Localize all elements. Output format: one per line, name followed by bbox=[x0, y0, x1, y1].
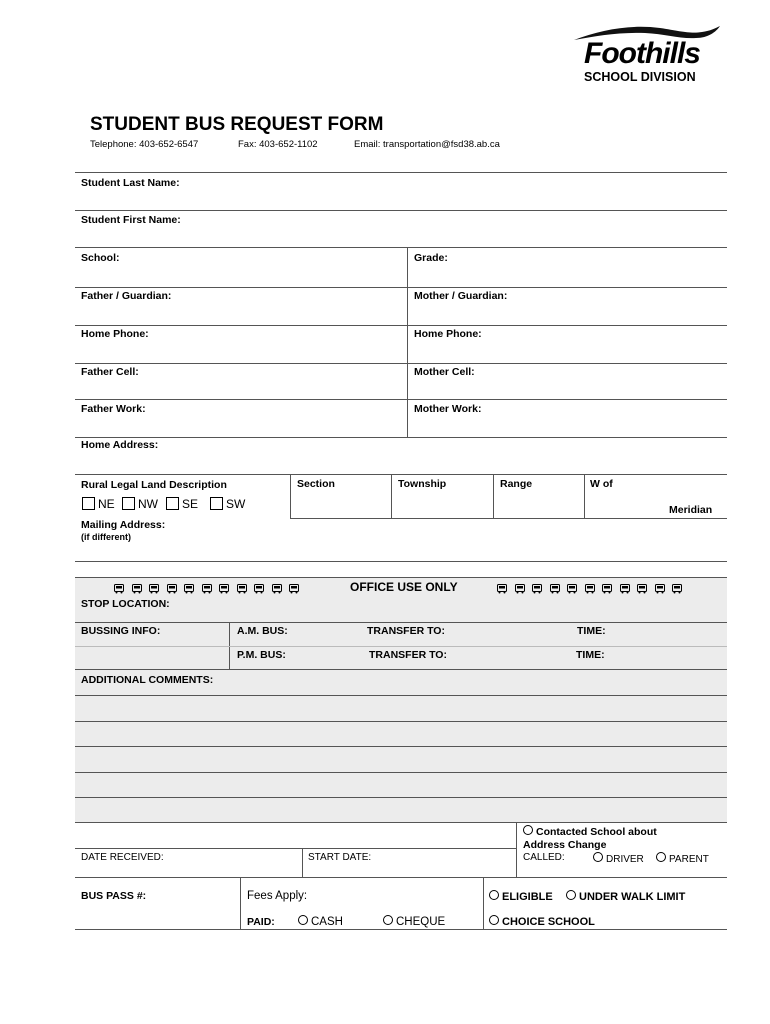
radio-under-walk-limit[interactable] bbox=[566, 890, 576, 900]
form-title: STUDENT BUS REQUEST FORM bbox=[90, 114, 384, 135]
called-driver-option[interactable]: DRIVER bbox=[593, 852, 644, 865]
bus-icon bbox=[114, 584, 124, 594]
range-field[interactable]: Range bbox=[500, 478, 533, 490]
home-address-field[interactable]: Home Address: bbox=[81, 439, 159, 451]
mailing-address-note: (if different) bbox=[81, 532, 131, 542]
section-field[interactable]: Section bbox=[297, 478, 335, 490]
home-phone-right-field[interactable]: Home Phone: bbox=[414, 328, 482, 340]
office-use-panel bbox=[75, 577, 727, 823]
bus-icon bbox=[272, 584, 282, 594]
student-first-name-field[interactable]: Student First Name: bbox=[81, 214, 181, 226]
paid-label: PAID: bbox=[247, 916, 275, 928]
quadrant-se[interactable]: SE bbox=[166, 497, 198, 511]
bus-icon bbox=[672, 584, 682, 594]
wof-field[interactable]: W of bbox=[590, 478, 613, 490]
called-label: CALLED: bbox=[523, 852, 565, 863]
pm-bus-field[interactable]: P.M. BUS: bbox=[237, 649, 286, 661]
bus-icons-right bbox=[497, 580, 690, 598]
bus-icon bbox=[149, 584, 159, 594]
bus-icons-left bbox=[114, 580, 307, 598]
radio-parent[interactable] bbox=[656, 852, 666, 862]
stop-location-field[interactable]: STOP LOCATION: bbox=[81, 598, 170, 610]
bus-icon bbox=[184, 584, 194, 594]
township-field[interactable]: Township bbox=[398, 478, 447, 490]
under-walk-limit-option[interactable]: UNDER WALK LIMIT bbox=[566, 890, 685, 903]
radio-cash[interactable] bbox=[298, 915, 308, 925]
eligible-option[interactable]: ELIGIBLE bbox=[489, 890, 553, 903]
bus-icon bbox=[219, 584, 229, 594]
radio-contacted-school[interactable] bbox=[523, 825, 533, 835]
time-am-field[interactable]: TIME: bbox=[577, 625, 606, 637]
bus-icon bbox=[637, 584, 647, 594]
home-phone-left-field[interactable]: Home Phone: bbox=[81, 328, 149, 340]
school-field[interactable]: School: bbox=[81, 252, 120, 264]
logo-subtitle: SCHOOL DIVISION bbox=[584, 70, 696, 84]
quadrant-sw[interactable]: SW bbox=[210, 497, 245, 511]
bus-icon bbox=[167, 584, 177, 594]
fees-apply-field[interactable]: Fees Apply: bbox=[247, 890, 308, 902]
radio-eligible[interactable] bbox=[489, 890, 499, 900]
telephone-text: Telephone: 403-652-6547 bbox=[90, 139, 199, 150]
bus-icon bbox=[585, 584, 595, 594]
time-pm-field[interactable]: TIME: bbox=[576, 649, 605, 661]
father-guardian-field[interactable]: Father / Guardian: bbox=[81, 290, 172, 302]
checkbox-sw[interactable] bbox=[210, 497, 223, 510]
bus-icon bbox=[532, 584, 542, 594]
radio-cheque[interactable] bbox=[383, 915, 393, 925]
office-use-title: OFFICE USE ONLY bbox=[350, 580, 458, 594]
bus-icon bbox=[515, 584, 525, 594]
bus-icon bbox=[132, 584, 142, 594]
fax-text: Fax: 403-652-1102 bbox=[238, 139, 318, 150]
logo-wordmark: Foothills bbox=[584, 37, 700, 70]
student-last-name-field[interactable]: Student Last Name: bbox=[81, 177, 180, 189]
mother-cell-field[interactable]: Mother Cell: bbox=[414, 366, 475, 378]
called-parent-option[interactable]: PARENT bbox=[656, 852, 709, 865]
start-date-field[interactable]: START DATE: bbox=[308, 852, 372, 863]
additional-comments-field[interactable]: ADDITIONAL COMMENTS: bbox=[81, 674, 214, 686]
bus-icon bbox=[655, 584, 665, 594]
mailing-address-field[interactable]: Mailing Address: bbox=[81, 519, 166, 531]
radio-choice-school[interactable] bbox=[489, 915, 499, 925]
bus-icon bbox=[550, 584, 560, 594]
foothills-logo bbox=[570, 22, 722, 86]
contacted-school-option[interactable]: Contacted School about bbox=[523, 825, 657, 838]
checkbox-se[interactable] bbox=[166, 497, 179, 510]
bus-icon bbox=[254, 584, 264, 594]
radio-driver[interactable] bbox=[593, 852, 603, 862]
mother-guardian-field[interactable]: Mother / Guardian: bbox=[414, 290, 508, 302]
bus-pass-field[interactable]: BUS PASS #: bbox=[81, 890, 147, 902]
checkbox-ne[interactable] bbox=[82, 497, 95, 510]
bus-icon bbox=[497, 584, 507, 594]
bussing-info-label: BUSSING INFO: bbox=[81, 625, 161, 637]
address-change-label: Address Change bbox=[523, 839, 607, 851]
transfer-to-am-field[interactable]: TRANSFER TO: bbox=[367, 625, 445, 637]
date-received-field[interactable]: DATE RECEIVED: bbox=[81, 852, 164, 863]
bus-icon bbox=[289, 584, 299, 594]
bus-icon bbox=[237, 584, 247, 594]
quadrant-ne[interactable]: NE bbox=[82, 497, 115, 511]
bus-icon bbox=[202, 584, 212, 594]
paid-cash-option[interactable]: CASH bbox=[298, 915, 343, 928]
father-cell-field[interactable]: Father Cell: bbox=[81, 366, 139, 378]
mother-work-field[interactable]: Mother Work: bbox=[414, 403, 482, 415]
father-work-field[interactable]: Father Work: bbox=[81, 403, 146, 415]
rural-legal-land-label: Rural Legal Land Description bbox=[81, 479, 227, 491]
bus-icon bbox=[620, 584, 630, 594]
email-text: Email: transportation@fsd38.ab.ca bbox=[354, 139, 500, 150]
meridian-label: Meridian bbox=[669, 504, 713, 516]
checkbox-nw[interactable] bbox=[122, 497, 135, 510]
paid-cheque-option[interactable]: CHEQUE bbox=[383, 915, 445, 928]
am-bus-field[interactable]: A.M. BUS: bbox=[237, 625, 288, 637]
transfer-to-pm-field[interactable]: TRANSFER TO: bbox=[369, 649, 447, 661]
grade-field[interactable]: Grade: bbox=[414, 252, 448, 264]
choice-school-option[interactable]: CHOICE SCHOOL bbox=[489, 915, 595, 928]
bus-icon bbox=[602, 584, 612, 594]
quadrant-nw[interactable]: NW bbox=[122, 497, 158, 511]
bus-icon bbox=[567, 584, 577, 594]
